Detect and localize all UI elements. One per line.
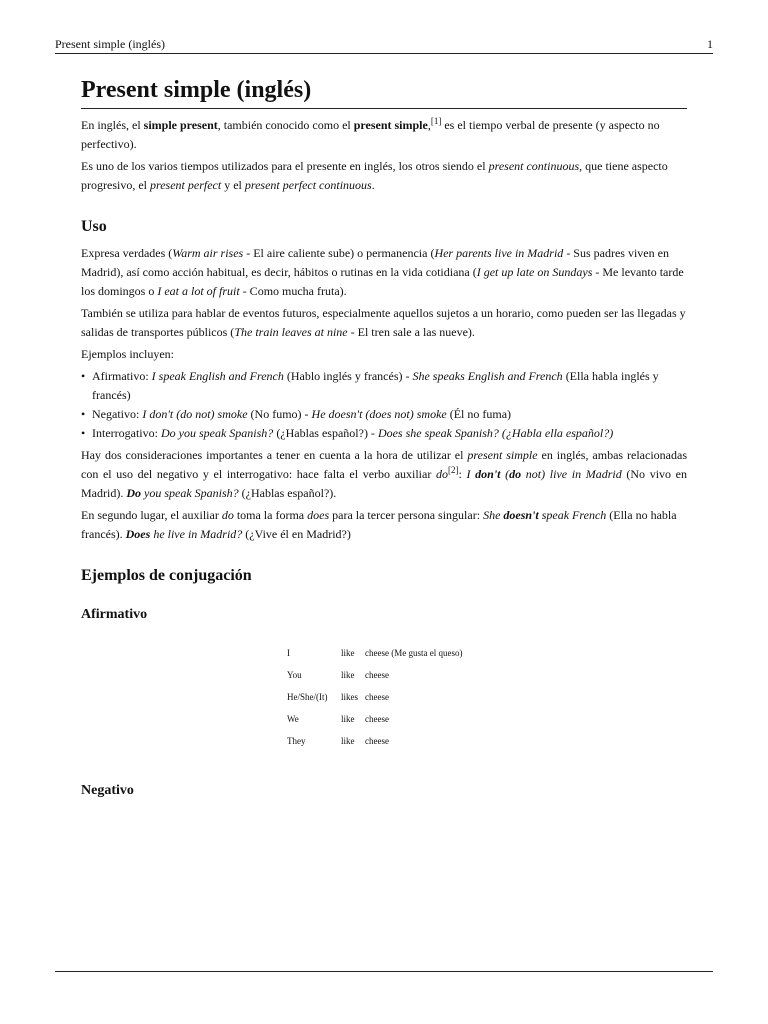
- footer-divider: [55, 971, 713, 972]
- table-cell-subject: He/She/(It): [287, 691, 328, 702]
- table-cell-verb: like: [341, 647, 355, 658]
- section-heading-uso: Uso: [81, 218, 107, 235]
- text-run: , que tiene aspecto progresivo, el: [81, 159, 668, 192]
- text-run: Negativo:: [92, 407, 143, 421]
- table-cell-object: cheese (Me gusta el queso): [365, 647, 463, 658]
- table-cell-verb: like: [341, 735, 355, 746]
- uso-paragraph-3: Ejemplos incluyen:: [81, 347, 174, 361]
- intro-paragraph-2: [81, 157, 687, 195]
- example-italic: do: [436, 467, 448, 481]
- bullet-icon: •: [81, 369, 86, 383]
- example-italic: The train leaves at nine: [234, 325, 348, 339]
- examples-list: [81, 367, 687, 443]
- example-italic: speak French: [538, 508, 607, 522]
- example-italic: Does she speak Spanish? (¿Habla ella español?): [377, 426, 614, 440]
- emphasis-bold-italic: Do: [126, 486, 141, 500]
- table-row: [284, 664, 466, 686]
- uso-paragraph-1: [81, 244, 687, 301]
- section-heading-ejemplos: Ejemplos de conjugación: [81, 567, 252, 584]
- table-cell-subject: We: [287, 713, 299, 724]
- text-run: - El aire caliente sube) o permanencia (: [243, 246, 435, 260]
- example-italic: you speak Spanish?: [141, 486, 239, 500]
- text-run: - Como mucha fruta).: [239, 284, 347, 298]
- text-run: para la tercer persona singular:: [329, 508, 484, 522]
- uso-paragraph-4: [81, 446, 687, 503]
- italic-term: present perfect continuous: [244, 178, 372, 192]
- text-run: Expresa verdades (: [81, 246, 173, 260]
- text-run: .: [371, 178, 375, 192]
- bullet-icon: •: [81, 426, 86, 440]
- example-italic: I eat a lot of fruit: [157, 284, 240, 298]
- example-italic: She: [483, 508, 504, 522]
- table-cell-verb: like: [341, 669, 355, 680]
- subsection-heading-afirmativo: Afirmativo: [81, 607, 148, 622]
- example-italic: I speak English and French: [151, 369, 284, 383]
- table-cell-object: cheese: [365, 735, 389, 746]
- text-run: es el tiempo verbal de presente (y aspecto no perfectivo).: [81, 118, 660, 151]
- example-italic: not) live in Madrid: [521, 467, 622, 481]
- text-run: En segundo lugar, el auxiliar: [81, 508, 222, 522]
- text-run: (¿Hablas español?) -: [273, 426, 378, 440]
- text-run: - El tren sale a las nueve).: [347, 325, 475, 339]
- table-cell-object: cheese: [365, 691, 389, 702]
- header-divider: [55, 53, 713, 54]
- emphasis-bold-italic: doesn't: [503, 508, 539, 522]
- text-run: (¿Vive él en Madrid?): [242, 527, 351, 541]
- example-italic: (: [500, 467, 510, 481]
- example-italic: present simple: [467, 448, 538, 462]
- bold-term: present simple: [353, 118, 428, 132]
- page-title: Present simple (inglés): [81, 75, 687, 109]
- example-italic: does: [307, 508, 330, 522]
- bold-term: simple present: [143, 118, 218, 132]
- italic-term: present perfect: [149, 178, 222, 192]
- uso-paragraph-2: [81, 304, 687, 342]
- table-cell-verb: like: [341, 713, 355, 724]
- table-row: [284, 642, 466, 664]
- table-cell-subject: You: [287, 669, 302, 680]
- example-italic: I get up late on Sundays: [476, 265, 593, 279]
- page-number: 1: [707, 37, 713, 51]
- text-run: toma la forma: [233, 508, 308, 522]
- text-run: (Ella no habla francés).: [81, 508, 677, 541]
- table-row: [284, 708, 466, 730]
- list-item-afirmativo: [81, 367, 687, 405]
- reference-link[interactable]: [2]: [448, 465, 459, 475]
- article-body: [81, 75, 687, 810]
- text-run: - Sus padres viven en Madrid), así como acción habitual, es decir, hábitos o rutinas en la vida cotidiana (: [81, 246, 669, 279]
- example-italic: he live in Madrid?: [150, 527, 243, 541]
- text-run: Interrogativo:: [92, 426, 161, 440]
- emphasis-bold-italic: don't: [475, 467, 501, 481]
- text-run: :: [458, 467, 467, 481]
- uso-paragraph-5: [81, 506, 687, 544]
- text-run: - Me levanto tarde los domingos o: [81, 265, 684, 298]
- example-italic: He doesn't (does not) smoke: [311, 407, 447, 421]
- example-italic: Do you speak Spanish?: [160, 426, 274, 440]
- list-item-negativo: [81, 405, 687, 424]
- emphasis-bold-italic: do: [509, 467, 522, 481]
- running-header-title: Present simple (inglés): [55, 37, 165, 51]
- example-italic: I don't (do not) smoke: [142, 407, 248, 421]
- list-item-interrogativo: [81, 424, 687, 443]
- text-run: (Ella habla inglés y francés): [92, 369, 659, 402]
- table-row: [284, 730, 466, 752]
- table-cell-subject: I: [287, 647, 290, 658]
- table-cell-subject: They: [287, 735, 306, 746]
- example-italic: Her parents live in Madrid: [434, 246, 564, 260]
- bullet-icon: •: [81, 407, 86, 421]
- example-italic: Warm air rises: [172, 246, 244, 260]
- text-run: (Hablo inglés y francés) -: [283, 369, 413, 383]
- table-row: [284, 686, 466, 708]
- italic-term: present continuous: [488, 159, 580, 173]
- text-run: Es uno de los varios tiempos utilizados para el presente en inglés, los otros siendo el: [81, 159, 489, 173]
- table-cell-object: cheese: [365, 713, 389, 724]
- text-run: , también conocido como el: [217, 118, 354, 132]
- text-run: en inglés, ambas relacionadas con el uso del negativo y el interrogativo: hace falta el verbo auxiliar: [81, 448, 687, 481]
- example-italic: She speaks English and French: [412, 369, 563, 383]
- text-run: (No vivo en Madrid).: [81, 467, 688, 500]
- emphasis-bold-italic: Does: [125, 527, 151, 541]
- conjugation-table-afirmativo: [284, 642, 466, 752]
- example-italic: do: [221, 508, 234, 522]
- table-cell-verb: likes: [341, 691, 358, 702]
- example-italic: I: [466, 467, 476, 481]
- text-run: (Él no fuma): [446, 407, 512, 421]
- text-run: Hay dos consideraciones importantes a tener en cuenta a la hora de utilizar el: [81, 448, 468, 462]
- text-run: Afirmativo:: [92, 369, 152, 383]
- text-run: ,: [427, 118, 431, 132]
- text-run: (No fumo) -: [247, 407, 312, 421]
- intro-paragraph-1: [81, 116, 687, 154]
- text-run: En inglés, el: [81, 118, 144, 132]
- reference-link[interactable]: [1]: [430, 116, 442, 126]
- text-run: También se utiliza para hablar de eventos futuros, especialmente aquellos sujetos a un horario, como pueden ser las llegadas y salidas de transportes públicos (: [81, 306, 686, 339]
- subsection-heading-negativo: Negativo: [81, 783, 134, 798]
- table-cell-object: cheese: [365, 669, 389, 680]
- text-run: y el: [221, 178, 245, 192]
- text-run: (¿Hablas español?).: [238, 486, 337, 500]
